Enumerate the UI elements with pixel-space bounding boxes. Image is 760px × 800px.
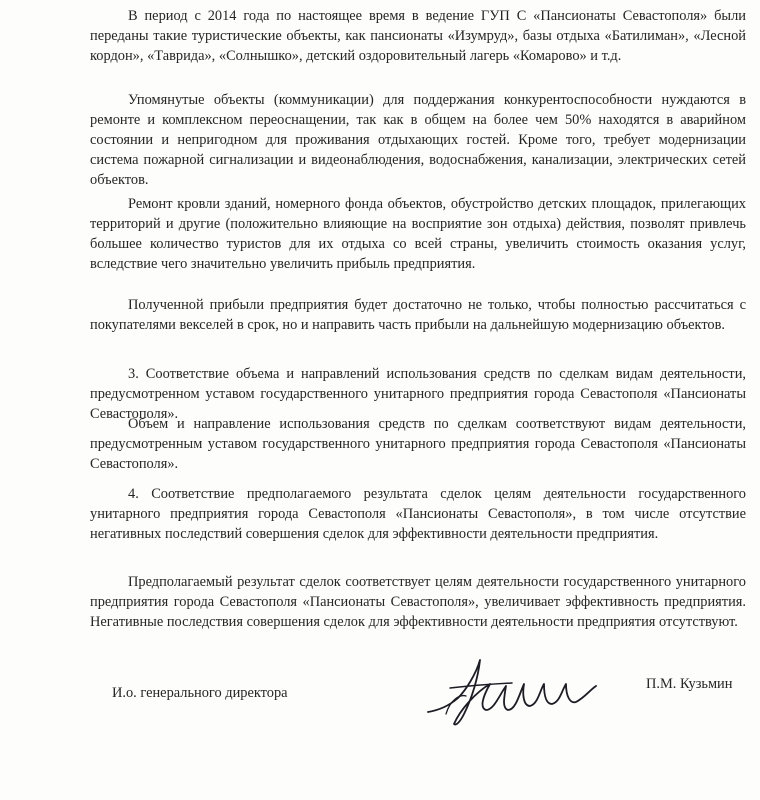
section-3-heading: 3. Соответствие объема и направлений использования средств по сделкам видам деятельности, предусмотренном уставом государственного унитарного предприятия города Севастополя «Пансионаты Севастополя». xyxy=(90,366,746,422)
signatory-name: П.М. Кузьмин xyxy=(646,676,733,692)
paragraph-profit: Полученной прибыли предприятия будет достаточно не только, чтобы полностью рассчитаться с покупателями векселей в срок, но и направить часть прибыли на дальнейшую модернизацию объектов. xyxy=(90,297,746,333)
section-4-heading: 4. Соответствие предполагаемого результата сделок целям деятельности государственного унитарного предприятия города Севастополя «Пансионаты Севастополя», в том числе отсутствие негативных последствий совершения сделок для эффективности деятельности предприятия. xyxy=(90,486,746,542)
paragraph-renovation-needs: Упомянутые объекты (коммуникации) для поддержания конкурентоспособности нуждаются в ремонте и комплексном переоснащении, так как в общем на более чем 50% находятся в аварийном состоянии и непригодном для проживания отдыхающих гостей. Кроме того, требует модернизации система пожарной сигнализации и видеонаблюдения, водоснабжения, канализации, электрических сетей объектов. xyxy=(90,92,746,188)
handwritten-signature xyxy=(420,650,610,730)
signatory-title: И.о. генерального директора xyxy=(112,685,288,701)
paragraph-repair-benefits: Ремонт кровли зданий, номерного фонда объектов, обустройство детских площадок, прилегающих территорий и другие (положительно влияющие на восприятие зон отдыха) действия, позволят привлечь большее количество туристов для их отдыха со всей страны, увеличить стоимость оказания услуг, вследствие чего значительно увеличить прибыль предприятия. xyxy=(90,196,746,272)
section-4-text: Предполагаемый результат сделок соответствует целям деятельности государственного унитарного предприятия города Севастополя «Пансионаты Севастополя», увеличивает эффективность предприятия. Негативные последствия совершения сделок для эффективности деятельности предприятия отсутствуют. xyxy=(90,574,746,630)
section-3-text: Объем и направление использования средств по сделкам соответствуют видам деятельности, предусмотренным уставом государственного унитарного предприятия города Севастополя «Пансионаты Севастополя». xyxy=(90,416,746,472)
paragraph-transferred-objects: В период с 2014 года по настоящее время в ведение ГУП С «Пансионаты Севастополя» были переданы такие туристические объекты, как пансионаты «Изумруд», базы отдыха «Батилиман», «Лесной кордон», «Таврида», «Солнышко», детский оздоровительный лагерь «Комарово» и т.д. xyxy=(90,8,746,64)
